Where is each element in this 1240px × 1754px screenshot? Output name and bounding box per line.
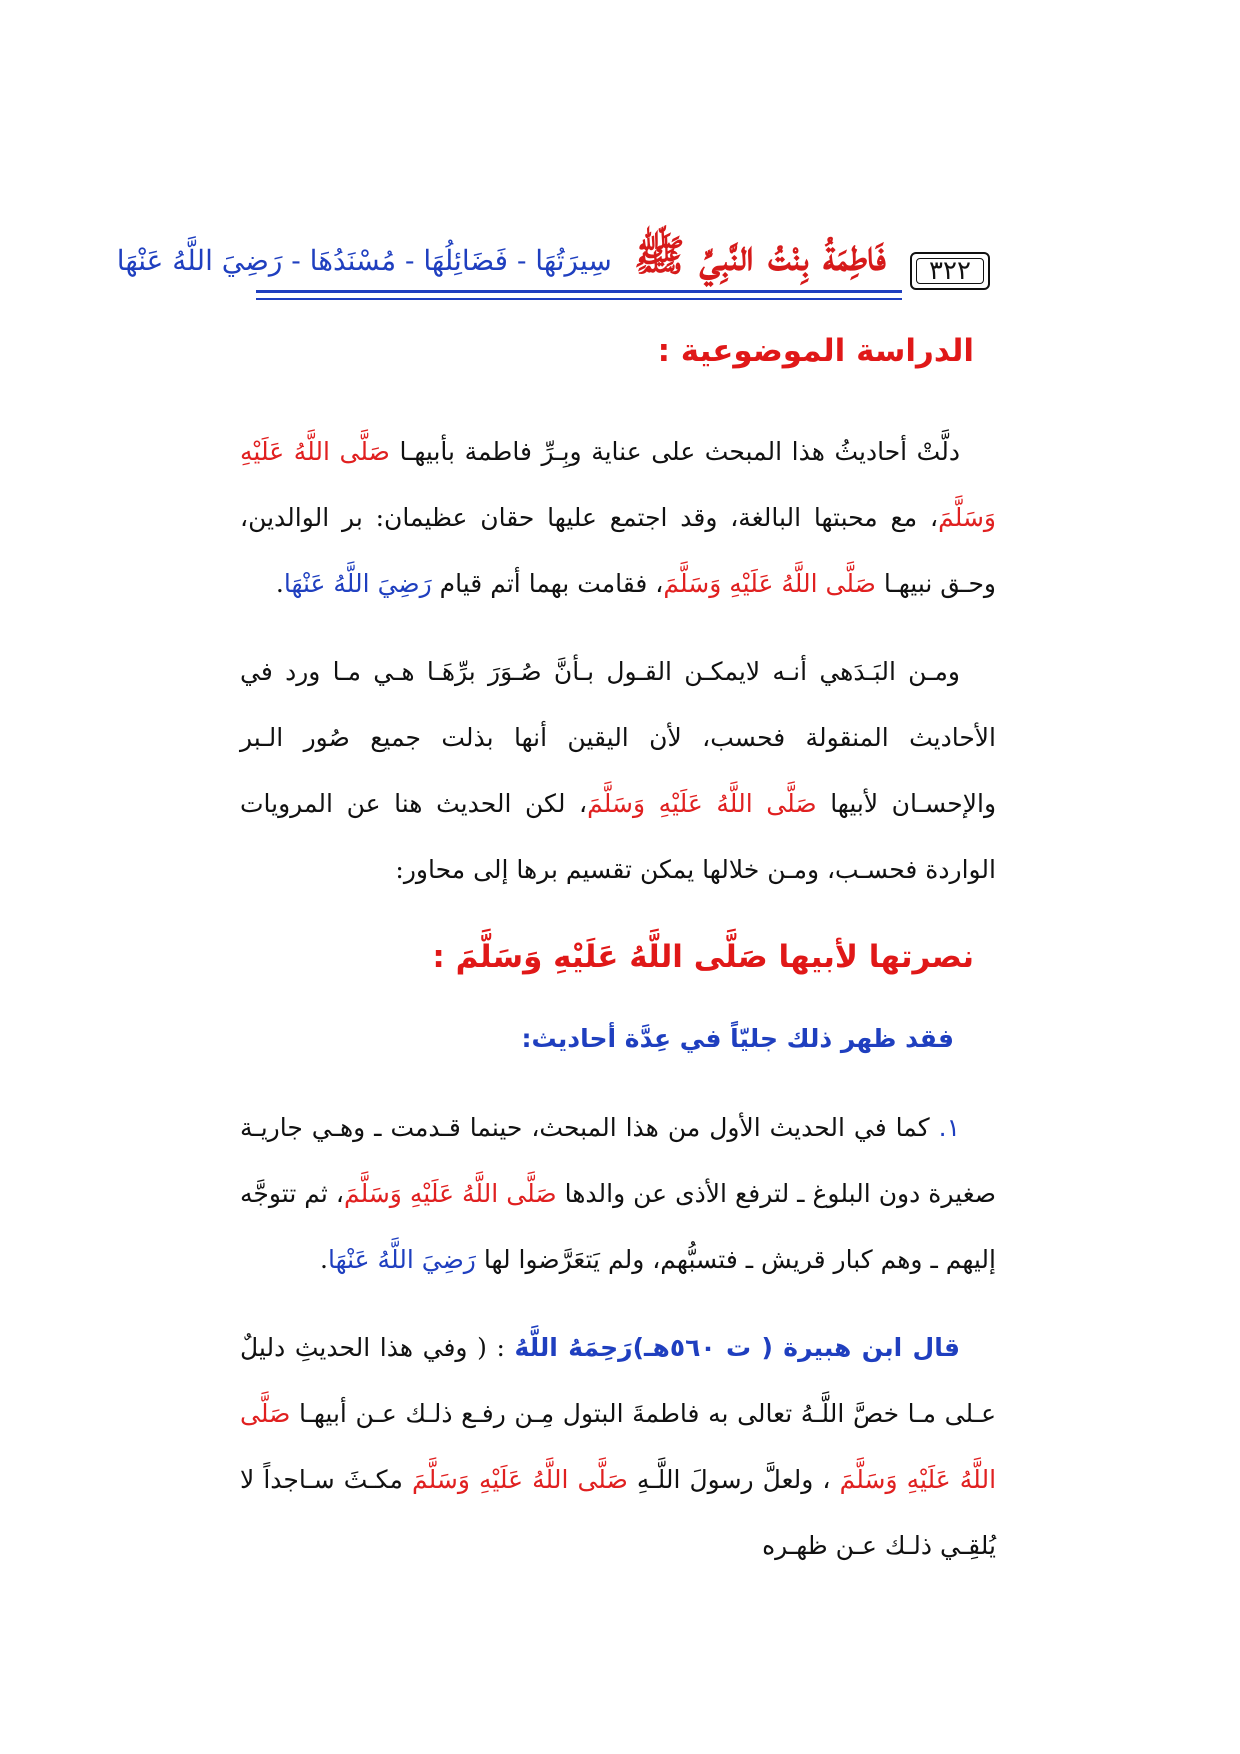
page-header xyxy=(116,208,990,298)
paragraph-1-text-c: ، فقامت بهما أتم قيام xyxy=(439,569,664,598)
rahimahu-honorific: رَحِمَهُ اللَّهُ xyxy=(514,1333,633,1362)
salla-honorific: صَلَّى اللَّهُ عَلَيْهِ وَسَلَّمَ xyxy=(411,1465,628,1494)
book-title-subtitle: سِيرَتُهَا - فَضَائِلُهَا - مُسْنَدُهَا - رَضِيَ اللَّهُ عَنْهَا xyxy=(116,244,612,277)
paragraph-3-text-a: كما في الحديث الأول من هذا المبحث، حينما قـدمت ـ وهـي جاريـة صغيرة دون البلوغ ـ لترفع الأذى عن والدها xyxy=(240,1113,996,1208)
paragraph-3-text-c: . xyxy=(320,1245,328,1274)
paragraph-1-text-d: . xyxy=(275,569,284,598)
subheading: فقد ظهر ذلك جليّاً في عِدَّة أحاديث: xyxy=(521,1024,954,1053)
salla-honorific: صَلَّى اللَّهُ عَلَيْهِ وَسَلَّمَ xyxy=(343,1179,557,1208)
paragraph-4-text-a: : ( وفي هذا الحديثِ دليلٌ عـلى مـا خصَّ اللَّـهُ تعالى به فاطمةَ البتول مِـن رفـع ذلـك عـن أبيهـا xyxy=(240,1333,996,1428)
header-rule xyxy=(256,290,902,293)
paragraph-1-text-b: ، مع محبتها البالغة، وقد اجتمع عليها حقان عظيمان: بر الوالدين، وحـق نبيهـا xyxy=(240,503,996,598)
quote-attribution: قال ابن هبيرة ( ت ٥٦٠هـ) xyxy=(632,1333,960,1362)
subsection-heading xyxy=(240,925,974,989)
salla-honorific: صَلَّى اللَّهُ عَلَيْهِ وَسَلَّمَ xyxy=(663,569,876,598)
salla-honorific: صَلَّى اللَّهُ عَلَيْهِ وَسَلَّمَ xyxy=(455,939,768,975)
paragraph-2-text-b: ، لكن الحديث هنا عن المرويات الواردة فحسـب، ومـن خلالها يمكن تقسيم برها إلى محاور: xyxy=(240,789,996,884)
subsection-heading-colon: : xyxy=(432,939,445,975)
paragraph-1-text-a: دلَّتْ أحاديثُ هذا المبحث على عناية وبِـرِّ فاطمة بأبيهـا xyxy=(399,437,960,466)
page-number: ٣٢٢ xyxy=(910,252,990,290)
salla-honorific: صَلَّى اللَّهُ عَلَيْهِ وَسَلَّمَ xyxy=(240,437,996,532)
salla-honorific: صَلَّى اللَّهُ عَلَيْهِ وَسَلَّمَ xyxy=(587,789,817,818)
paragraph-4-text-b: ، ولعلَّ رسولَ اللَّـهِ xyxy=(636,1465,831,1494)
book-title xyxy=(117,228,886,289)
paragraph-2 xyxy=(240,639,996,903)
section-heading: الدراسة الموضوعية : xyxy=(657,333,974,369)
paragraph-4-text-c: مكـثَ سـاجداً لا يُلقِـي ذلـك عـن ظهـره xyxy=(240,1465,996,1560)
paragraph-3-text-b: ، ثم تتوجَّه إليهم ـ وهم كبار قريش ـ فتسبُّهم، ولم يَتعَرَّضوا لها xyxy=(240,1179,996,1274)
paragraph-3 xyxy=(240,1095,996,1293)
list-number: ١. xyxy=(938,1113,960,1142)
paragraph-2-text-a: ومـن البَـدَهي أنـه لايمكـن القـول بـأنَّ صُـوَرَ برِّهَـا هـي مـا ورد في الأحاديث المنقولة فحسب، لأن اليقين أنها بذلت جميع صُور الـبر والإحسـان لأبيها xyxy=(240,657,997,818)
subsection-heading-text: نصرتها لأبيها xyxy=(778,939,974,975)
paragraph-4 xyxy=(240,1315,996,1579)
salla-honorific: صَلَّى اللَّهُ عَلَيْهِ وَسَلَّمَ xyxy=(240,1399,997,1494)
paragraph-1 xyxy=(240,419,996,617)
radi-honorific: رَضِيَ اللَّهُ عَنْهَا xyxy=(328,1245,476,1274)
page-content xyxy=(240,305,996,1601)
header-rule-secondary xyxy=(256,298,902,300)
book-title-main: فَاطِمَةُ بِنْتُ النَّبِيِّ ﷺ xyxy=(634,231,886,280)
radi-honorific: رَضِيَ اللَّهُ عَنْهَا xyxy=(283,569,432,598)
